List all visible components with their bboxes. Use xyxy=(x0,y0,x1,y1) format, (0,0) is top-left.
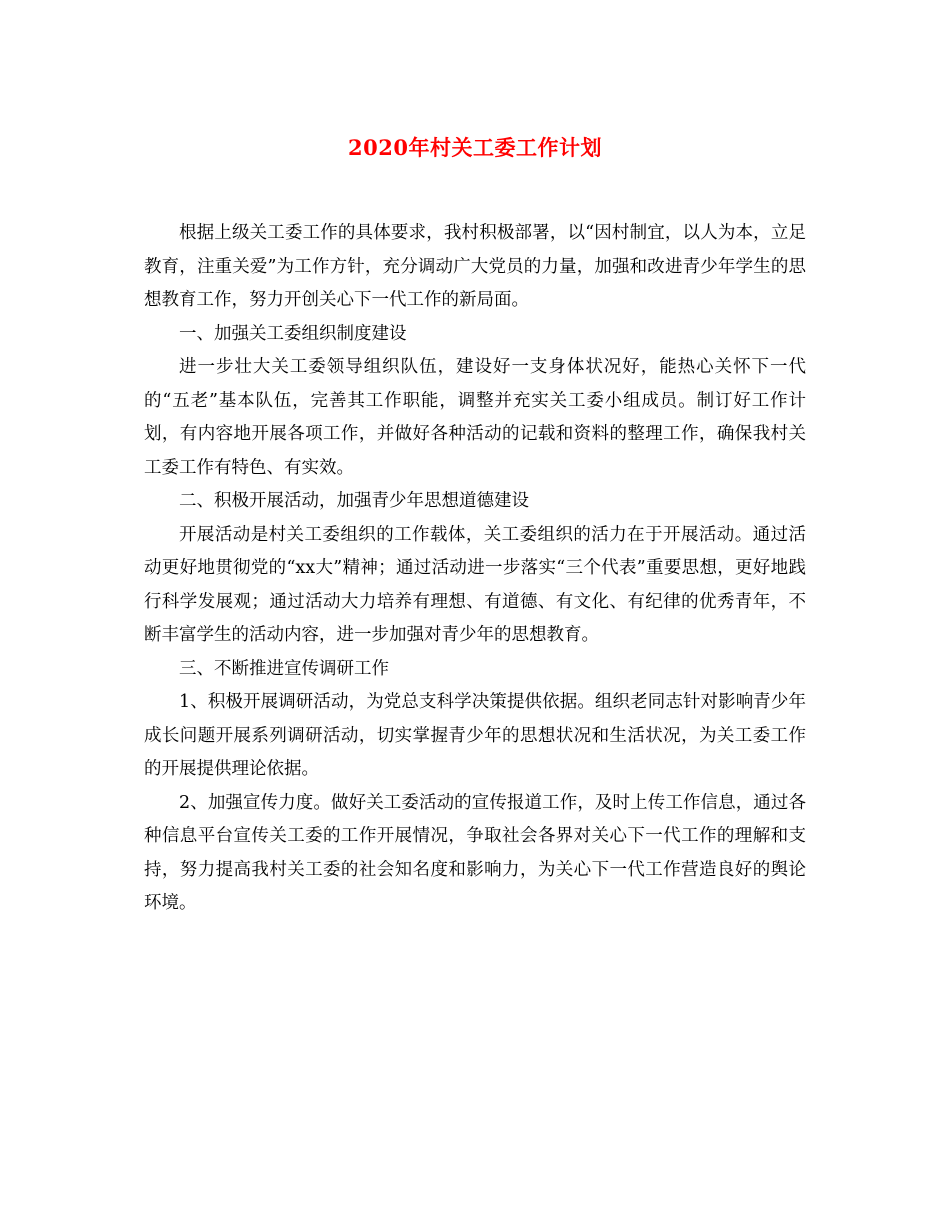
paragraph-intro: 根据上级关工委工作的具体要求，我村积极部署，以“因村制宜，以人为本，立足教育，注重关爱”为工作方针，充分调动广大党员的力量，加强和改进青少年学生的思想教育工作，努力开创关心下一代工作的新局面。 xyxy=(144,223,806,310)
section-heading-2: 二、积极开展活动，加强青少年思想道德建设 xyxy=(179,491,529,511)
paragraph-section-2: 开展活动是村关工委组织的工作载体，关工委组织的活力在于开展活动。通过活动更好地贯彻党的“xx大”精神；通过活动进一步落实“三个代表”重要思想，更好地践行科学发展观；通过活动大力培养有理想、有道德、有文化、有纪律的优秀青年，不断丰富学生的活动内容，进一步加强对青少年的思想教育。 xyxy=(144,524,806,645)
section-heading-3: 三、不断推进宣传调研工作 xyxy=(179,658,389,679)
document-title: 2020年村关工委工作计划 xyxy=(348,135,602,160)
paragraph-section-1: 进一步壮大关工委领导组织队伍，建设好一支身体状况好，能热心关怀下一代的“五老”基本队伍，完善其工作职能，调整并充实关工委小组成员。制订好工作计划，有内容地开展各项工作，并做好各种活动的记载和资料的整理工作，确保我村关工委工作有特色、有实效。 xyxy=(144,357,806,478)
section-heading-1: 一、加强关工委组织制度建设 xyxy=(179,323,407,344)
paragraph-item-2: 2、加强宣传力度。做好关工委活动的宣传报道工作，及时上传工作信息，通过各种信息平台宣传关工委的工作开展情况，争取社会各界对关心下一代工作的理解和支持，努力提高我村关工委的社会知名度和影响力，为关心下一代工作营造良好的舆论环境。 xyxy=(144,792,806,913)
paragraph-item-1: 1、积极开展调研活动，为党总支科学决策提供依据。组织老同志针对影响青少年成长问题开展系列调研活动，切实掌握青少年的思想状况和生活状况，为关工委工作的开展提供理论依据。 xyxy=(144,692,806,779)
document-body xyxy=(144,217,806,921)
